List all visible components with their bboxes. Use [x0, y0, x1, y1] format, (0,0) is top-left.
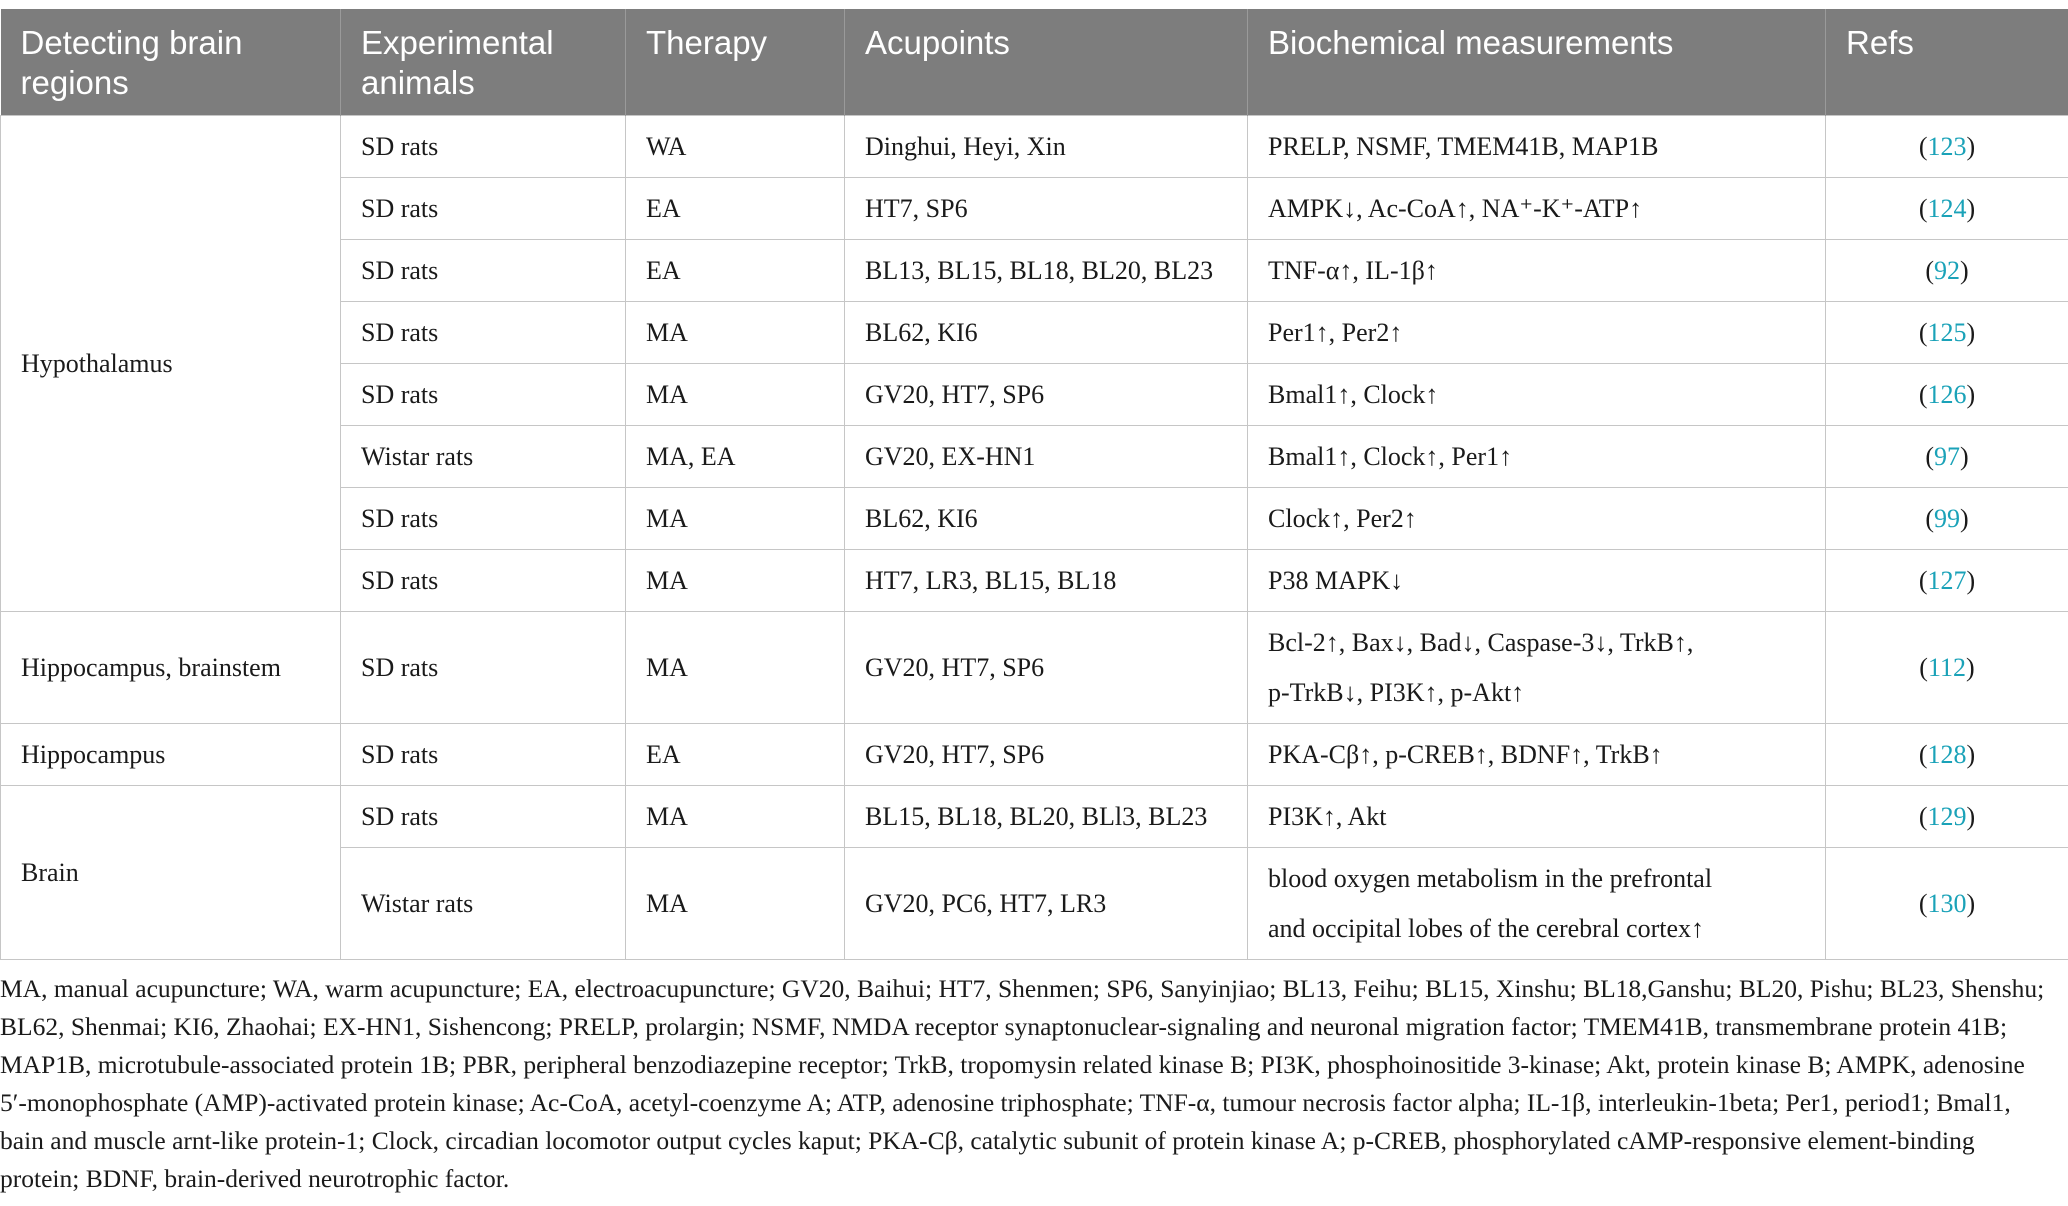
ref-cell — [1826, 302, 2068, 364]
header-row — [1, 9, 2068, 116]
animals-cell: SD rats — [341, 786, 626, 848]
ref-cell — [1826, 550, 2068, 612]
region-cell: Brain — [1, 786, 341, 960]
table-header — [1, 9, 2068, 116]
ref-link[interactable]: 129 — [1927, 801, 1967, 831]
header-cell: Refs — [1826, 9, 2068, 116]
measurements-cell: PKA-Cβ↑, p-CREB↑, BDNF↑, TrkB↑ — [1248, 724, 1826, 786]
measurements-cell: PRELP, NSMF, TMEM41B, MAP1B — [1248, 116, 1826, 178]
ref-open-paren: ( — [1925, 441, 1934, 471]
animals-cell: SD rats — [341, 488, 626, 550]
region-cell: Hippocampus, brainstem — [1, 612, 341, 724]
header-cell: Experimental animals — [341, 9, 626, 116]
therapy-cell: MA — [626, 364, 845, 426]
ref-open-paren: ( — [1925, 503, 1934, 533]
ref-close-paren: ) — [1960, 503, 1969, 533]
acupoints-cell: BL62, KI6 — [845, 302, 1248, 364]
table-row — [1, 724, 2068, 786]
table-row — [1, 116, 2068, 178]
ref-open-paren: ( — [1918, 739, 1928, 769]
ref-link[interactable]: 123 — [1927, 131, 1967, 161]
ref-open-paren: ( — [1918, 801, 1928, 831]
therapy-cell: MA, EA — [626, 426, 845, 488]
measurements-cell: P38 MAPK↓ — [1248, 550, 1826, 612]
measurements-line: blood oxygen metabolism in the prefrontal — [1268, 863, 1713, 893]
animals-cell: SD rats — [341, 302, 626, 364]
therapy-cell: EA — [626, 724, 845, 786]
animals-cell: Wistar rats — [341, 426, 626, 488]
measurements-cell — [1248, 612, 1826, 724]
ref-link[interactable]: 92 — [1934, 255, 1960, 285]
acupoints-cell: BL15, BL18, BL20, BLl3, BL23 — [845, 786, 1248, 848]
measurements-cell: Bmal1↑, Clock↑ — [1248, 364, 1826, 426]
ref-open-paren: ( — [1918, 379, 1928, 409]
therapy-cell: MA — [626, 612, 845, 724]
data-table — [0, 9, 2068, 960]
ref-cell — [1826, 724, 2068, 786]
acupoints-cell: GV20, HT7, SP6 — [845, 612, 1248, 724]
acupoints-cell: GV20, HT7, SP6 — [845, 364, 1248, 426]
acupoints-cell: Dinghui, Heyi, Xin — [845, 116, 1248, 178]
ref-link[interactable]: 130 — [1927, 888, 1967, 918]
ref-cell — [1826, 364, 2068, 426]
ref-close-paren: ) — [1960, 255, 1969, 285]
acupoints-cell: GV20, PC6, HT7, LR3 — [845, 848, 1248, 960]
measurements-line: p-TrkB↓, PI3K↑, p-Akt↑ — [1268, 677, 1525, 707]
animals-cell: SD rats — [341, 240, 626, 302]
measurements-cell: Bmal1↑, Clock↑, Per1↑ — [1248, 426, 1826, 488]
measurements-cell: AMPK↓, Ac-CoA↑, NA⁺-K⁺-ATP↑ — [1248, 178, 1826, 240]
therapy-cell: MA — [626, 550, 845, 612]
ref-close-paren: ) — [1966, 565, 1976, 595]
ref-open-paren: ( — [1918, 565, 1928, 595]
measurements-line: and occipital lobes of the cerebral cortex↑ — [1268, 913, 1705, 943]
measurements-cell: PI3K↑, Akt — [1248, 786, 1826, 848]
acupoints-cell: GV20, HT7, SP6 — [845, 724, 1248, 786]
ref-link[interactable]: 124 — [1927, 193, 1967, 223]
ref-close-paren: ) — [1966, 131, 1976, 161]
ref-cell — [1826, 786, 2068, 848]
table-row — [1, 612, 2068, 724]
table-row — [1, 786, 2068, 848]
ref-link[interactable]: 125 — [1927, 317, 1967, 347]
ref-close-paren: ) — [1966, 801, 1976, 831]
measurements-cell — [1248, 848, 1826, 960]
ref-close-paren: ) — [1960, 441, 1969, 471]
measurements-cell: TNF-α↑, IL-1β↑ — [1248, 240, 1826, 302]
acupoints-cell: BL62, KI6 — [845, 488, 1248, 550]
therapy-cell: MA — [626, 786, 845, 848]
measurements-cell: Clock↑, Per2↑ — [1248, 488, 1826, 550]
header-cell: Detecting brain regions — [1, 9, 341, 116]
animals-cell: Wistar rats — [341, 848, 626, 960]
table-body — [1, 116, 2068, 960]
ref-close-paren: ) — [1966, 739, 1976, 769]
ref-link[interactable]: 99 — [1934, 503, 1960, 533]
acupoints-cell: GV20, EX-HN1 — [845, 426, 1248, 488]
ref-cell — [1826, 426, 2068, 488]
animals-cell: SD rats — [341, 364, 626, 426]
ref-close-paren: ) — [1966, 317, 1976, 347]
therapy-cell: EA — [626, 240, 845, 302]
ref-close-paren: ) — [1966, 379, 1976, 409]
ref-cell — [1826, 488, 2068, 550]
animals-cell: SD rats — [341, 178, 626, 240]
ref-link[interactable]: 128 — [1927, 739, 1967, 769]
ref-open-paren: ( — [1918, 317, 1928, 347]
table-footnote: MA, manual acupuncture; WA, warm acupuncture; EA, electroacupuncture; GV20, Baihui; HT7, Shenmen; SP6, Sanyinjiao; BL13, Feihu; BL15, Xinshu; BL18,Ganshu; BL20, Pishu; BL23, Shenshu; BL62, Shenmai; KI6, Zhaohai; EX-HN1, Sishencong; PRELP, prolargin; NSMF, NMDA receptor synaptonuclear-signaling and neuronal migration factor; TMEM41B, transmembrane protein 41B; MAP1B, microtubule-associated protein 1B; PBR, peripheral benzodiazepine receptor; TrkB, tropomysin related kinase B; PI3K, phosphoinositide 3-kinase; Akt, protein kinase B; AMPK, adenosine 5′-monophosphate (AMP)-activated protein kinase; Ac-CoA, acetyl-coenzyme A; ATP, adenosine triphosphate; TNF-α, tumour necrosis factor alpha; IL-1β, interleukin-1beta; Per1, period1; Bmal1, bain and muscle arnt-like protein-1; Clock, circadian locomotor output cycles kaput; PKA-Cβ, catalytic subunit of protein kinase A; p-CREB, phosphorylated cAMP-responsive element-binding protein; BDNF, brain-derived neurotrophic factor. — [0, 974, 2045, 1193]
ref-cell — [1826, 116, 2068, 178]
acupoints-cell: HT7, LR3, BL15, BL18 — [845, 550, 1248, 612]
measurements-cell: Per1↑, Per2↑ — [1248, 302, 1826, 364]
header-cell: Biochemical measurements — [1248, 9, 1826, 116]
therapy-cell: MA — [626, 488, 845, 550]
ref-cell — [1826, 240, 2068, 302]
ref-close-paren: ) — [1966, 652, 1975, 682]
ref-open-paren: ( — [1918, 888, 1928, 918]
ref-open-paren: ( — [1918, 131, 1928, 161]
ref-close-paren: ) — [1966, 888, 1976, 918]
animals-cell: SD rats — [341, 550, 626, 612]
therapy-cell: MA — [626, 848, 845, 960]
ref-link[interactable]: 112 — [1927, 652, 1967, 682]
animals-cell: SD rats — [341, 116, 626, 178]
ref-open-paren: ( — [1925, 255, 1934, 285]
ref-open-paren: ( — [1918, 193, 1928, 223]
header-cell: Acupoints — [845, 9, 1248, 116]
ref-open-paren: ( — [1919, 652, 1928, 682]
therapy-cell: WA — [626, 116, 845, 178]
acupoints-cell: HT7, SP6 — [845, 178, 1248, 240]
region-cell: Hippocampus — [1, 724, 341, 786]
region-cell: Hypothalamus — [1, 116, 341, 612]
ref-close-paren: ) — [1966, 193, 1976, 223]
ref-cell — [1826, 612, 2068, 724]
measurements-line: Bcl-2↑, Bax↓, Bad↓, Caspase-3↓, TrkB↑, — [1268, 627, 1694, 657]
animals-cell: SD rats — [341, 724, 626, 786]
ref-cell — [1826, 178, 2068, 240]
acupoints-cell: BL13, BL15, BL18, BL20, BL23 — [845, 240, 1248, 302]
therapy-cell: EA — [626, 178, 845, 240]
header-cell: Therapy — [626, 9, 845, 116]
ref-cell — [1826, 848, 2068, 960]
ref-link[interactable]: 97 — [1934, 441, 1960, 471]
animals-cell: SD rats — [341, 612, 626, 724]
ref-link[interactable]: 126 — [1927, 379, 1967, 409]
ref-link[interactable]: 127 — [1927, 565, 1967, 595]
therapy-cell: MA — [626, 302, 845, 364]
